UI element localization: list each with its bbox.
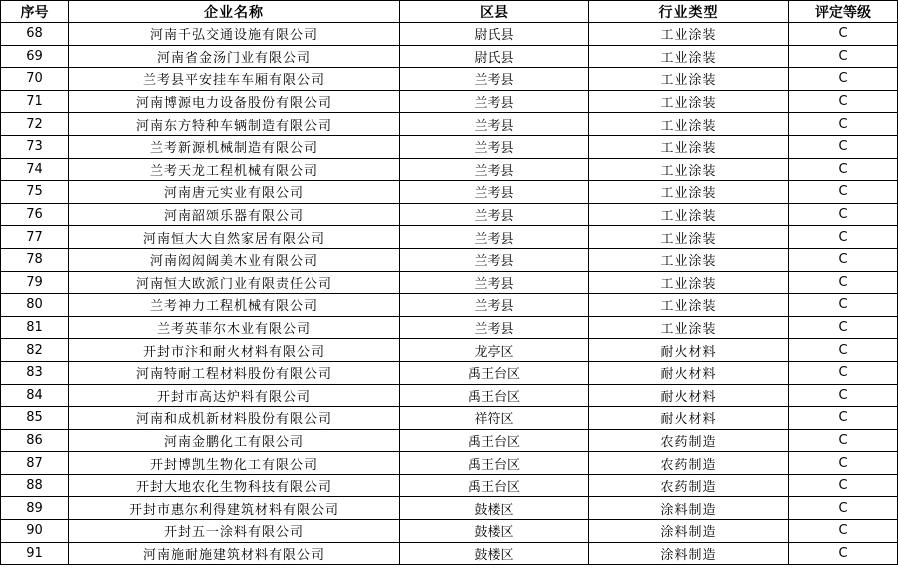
cell-grade: C <box>789 271 898 294</box>
cell-district: 兰考县 <box>400 113 589 136</box>
table-row <box>1 203 898 226</box>
cell-no: 82 <box>1 339 69 362</box>
cell-no: 91 <box>1 542 69 565</box>
cell-district: 禹王台区 <box>400 361 589 384</box>
cell-district: 兰考县 <box>400 316 589 339</box>
cell-no: 88 <box>1 474 69 497</box>
cell-no: 86 <box>1 429 69 452</box>
cell-grade: C <box>789 316 898 339</box>
cell-industry: 工业涂装 <box>589 135 789 158</box>
table-row <box>1 113 898 136</box>
cell-industry: 农药制造 <box>589 452 789 475</box>
table-row <box>1 68 898 91</box>
cell-grade: C <box>789 45 898 68</box>
table-row <box>1 226 898 249</box>
cell-no: 71 <box>1 90 69 113</box>
cell-district: 鼓楼区 <box>400 497 589 520</box>
cell-no: 73 <box>1 135 69 158</box>
table-row <box>1 271 898 294</box>
cell-company-name: 河南和成机新材料股份有限公司 <box>69 407 400 430</box>
cell-industry: 涂料制造 <box>589 520 789 543</box>
cell-industry: 耐火材料 <box>589 339 789 362</box>
header-name: 企业名称 <box>69 1 400 23</box>
cell-no: 70 <box>1 68 69 91</box>
cell-company-name: 河南韶颂乐器有限公司 <box>69 203 400 226</box>
cell-industry: 工业涂装 <box>589 158 789 181</box>
cell-grade: C <box>789 542 898 565</box>
cell-company-name: 河南千弘交通设施有限公司 <box>69 23 400 46</box>
cell-district: 兰考县 <box>400 248 589 271</box>
cell-grade: C <box>789 429 898 452</box>
cell-company-name: 开封博凯生物化工有限公司 <box>69 452 400 475</box>
cell-industry: 工业涂装 <box>589 226 789 249</box>
cell-grade: C <box>789 90 898 113</box>
cell-company-name: 河南博源电力设备股份有限公司 <box>69 90 400 113</box>
cell-district: 尉氏县 <box>400 45 589 68</box>
cell-industry: 农药制造 <box>589 429 789 452</box>
cell-industry: 工业涂装 <box>589 316 789 339</box>
cell-industry: 涂料制造 <box>589 542 789 565</box>
cell-no: 78 <box>1 248 69 271</box>
cell-grade: C <box>789 474 898 497</box>
cell-district: 鼓楼区 <box>400 542 589 565</box>
cell-grade: C <box>789 113 898 136</box>
cell-company-name: 兰考县平安挂车车厢有限公司 <box>69 68 400 91</box>
table-row <box>1 90 898 113</box>
cell-industry: 工业涂装 <box>589 113 789 136</box>
cell-industry: 工业涂装 <box>589 294 789 317</box>
table-row <box>1 248 898 271</box>
cell-grade: C <box>789 158 898 181</box>
cell-no: 79 <box>1 271 69 294</box>
header-industry: 行业类型 <box>589 1 789 23</box>
cell-district: 鼓楼区 <box>400 520 589 543</box>
cell-industry: 工业涂装 <box>589 181 789 204</box>
cell-industry: 农药制造 <box>589 474 789 497</box>
table-row <box>1 497 898 520</box>
table-body <box>1 23 898 565</box>
cell-district: 尉氏县 <box>400 23 589 46</box>
cell-company-name: 河南唐元实业有限公司 <box>69 181 400 204</box>
cell-no: 87 <box>1 452 69 475</box>
cell-industry: 工业涂装 <box>589 203 789 226</box>
cell-district: 禹王台区 <box>400 452 589 475</box>
table-row <box>1 542 898 565</box>
cell-industry: 耐火材料 <box>589 407 789 430</box>
table-row <box>1 520 898 543</box>
cell-grade: C <box>789 384 898 407</box>
cell-no: 75 <box>1 181 69 204</box>
cell-company-name: 河南恒大欧派门业有限责任公司 <box>69 271 400 294</box>
cell-district: 兰考县 <box>400 90 589 113</box>
cell-company-name: 河南金鹏化工有限公司 <box>69 429 400 452</box>
cell-no: 68 <box>1 23 69 46</box>
cell-grade: C <box>789 497 898 520</box>
cell-grade: C <box>789 407 898 430</box>
cell-no: 80 <box>1 294 69 317</box>
table-row <box>1 294 898 317</box>
table-row <box>1 474 898 497</box>
cell-grade: C <box>789 68 898 91</box>
cell-no: 72 <box>1 113 69 136</box>
cell-company-name: 兰考神力工程机械有限公司 <box>69 294 400 317</box>
table-row <box>1 384 898 407</box>
cell-company-name: 开封市惠尔利得建筑材料有限公司 <box>69 497 400 520</box>
cell-district: 兰考县 <box>400 135 589 158</box>
header-no: 序号 <box>1 1 69 23</box>
cell-no: 90 <box>1 520 69 543</box>
table-row <box>1 181 898 204</box>
cell-grade: C <box>789 181 898 204</box>
cell-industry: 工业涂装 <box>589 271 789 294</box>
cell-grade: C <box>789 135 898 158</box>
cell-no: 77 <box>1 226 69 249</box>
cell-no: 84 <box>1 384 69 407</box>
cell-company-name: 兰考天龙工程机械有限公司 <box>69 158 400 181</box>
cell-company-name: 开封市高达炉料有限公司 <box>69 384 400 407</box>
cell-company-name: 河南东方特种车辆制造有限公司 <box>69 113 400 136</box>
cell-district: 禹王台区 <box>400 384 589 407</box>
cell-district: 兰考县 <box>400 181 589 204</box>
cell-no: 89 <box>1 497 69 520</box>
cell-district: 兰考县 <box>400 203 589 226</box>
cell-no: 74 <box>1 158 69 181</box>
cell-grade: C <box>789 226 898 249</box>
cell-grade: C <box>789 339 898 362</box>
cell-industry: 工业涂装 <box>589 68 789 91</box>
cell-company-name: 河南恒大大自然家居有限公司 <box>69 226 400 249</box>
cell-company-name: 河南施耐施建筑材料有限公司 <box>69 542 400 565</box>
cell-company-name: 河南闳闳阔美木业有限公司 <box>69 248 400 271</box>
cell-district: 兰考县 <box>400 271 589 294</box>
cell-grade: C <box>789 294 898 317</box>
cell-district: 龙亭区 <box>400 339 589 362</box>
cell-district: 禹王台区 <box>400 474 589 497</box>
cell-grade: C <box>789 361 898 384</box>
cell-grade: C <box>789 203 898 226</box>
table-row <box>1 45 898 68</box>
cell-industry: 工业涂装 <box>589 23 789 46</box>
cell-district: 兰考县 <box>400 158 589 181</box>
cell-company-name: 河南省金汤门业有限公司 <box>69 45 400 68</box>
header-row <box>1 1 898 23</box>
cell-district: 兰考县 <box>400 226 589 249</box>
cell-district: 祥符区 <box>400 407 589 430</box>
cell-industry: 耐火材料 <box>589 361 789 384</box>
cell-company-name: 开封大地农化生物科技有限公司 <box>69 474 400 497</box>
table-row <box>1 407 898 430</box>
cell-company-name: 河南特耐工程材料股份有限公司 <box>69 361 400 384</box>
cell-company-name: 兰考英菲尔木业有限公司 <box>69 316 400 339</box>
table-row <box>1 452 898 475</box>
table-row <box>1 316 898 339</box>
cell-grade: C <box>789 248 898 271</box>
cell-district: 兰考县 <box>400 294 589 317</box>
table-row <box>1 429 898 452</box>
cell-industry: 工业涂装 <box>589 248 789 271</box>
cell-district: 兰考县 <box>400 68 589 91</box>
cell-industry: 工业涂装 <box>589 90 789 113</box>
cell-grade: C <box>789 452 898 475</box>
cell-no: 69 <box>1 45 69 68</box>
cell-grade: C <box>789 23 898 46</box>
table-row <box>1 339 898 362</box>
table-row <box>1 135 898 158</box>
cell-no: 83 <box>1 361 69 384</box>
table-row <box>1 23 898 46</box>
header-grade: 评定等级 <box>789 1 898 23</box>
cell-district: 禹王台区 <box>400 429 589 452</box>
cell-grade: C <box>789 520 898 543</box>
cell-company-name: 开封五一涂料有限公司 <box>69 520 400 543</box>
cell-company-name: 开封市汴和耐火材料有限公司 <box>69 339 400 362</box>
cell-industry: 涂料制造 <box>589 497 789 520</box>
table-row <box>1 158 898 181</box>
cell-no: 81 <box>1 316 69 339</box>
cell-no: 76 <box>1 203 69 226</box>
header-district: 区县 <box>400 1 589 23</box>
cell-industry: 工业涂装 <box>589 45 789 68</box>
cell-company-name: 兰考新源机械制造有限公司 <box>69 135 400 158</box>
cell-industry: 耐火材料 <box>589 384 789 407</box>
table-row <box>1 361 898 384</box>
cell-no: 85 <box>1 407 69 430</box>
